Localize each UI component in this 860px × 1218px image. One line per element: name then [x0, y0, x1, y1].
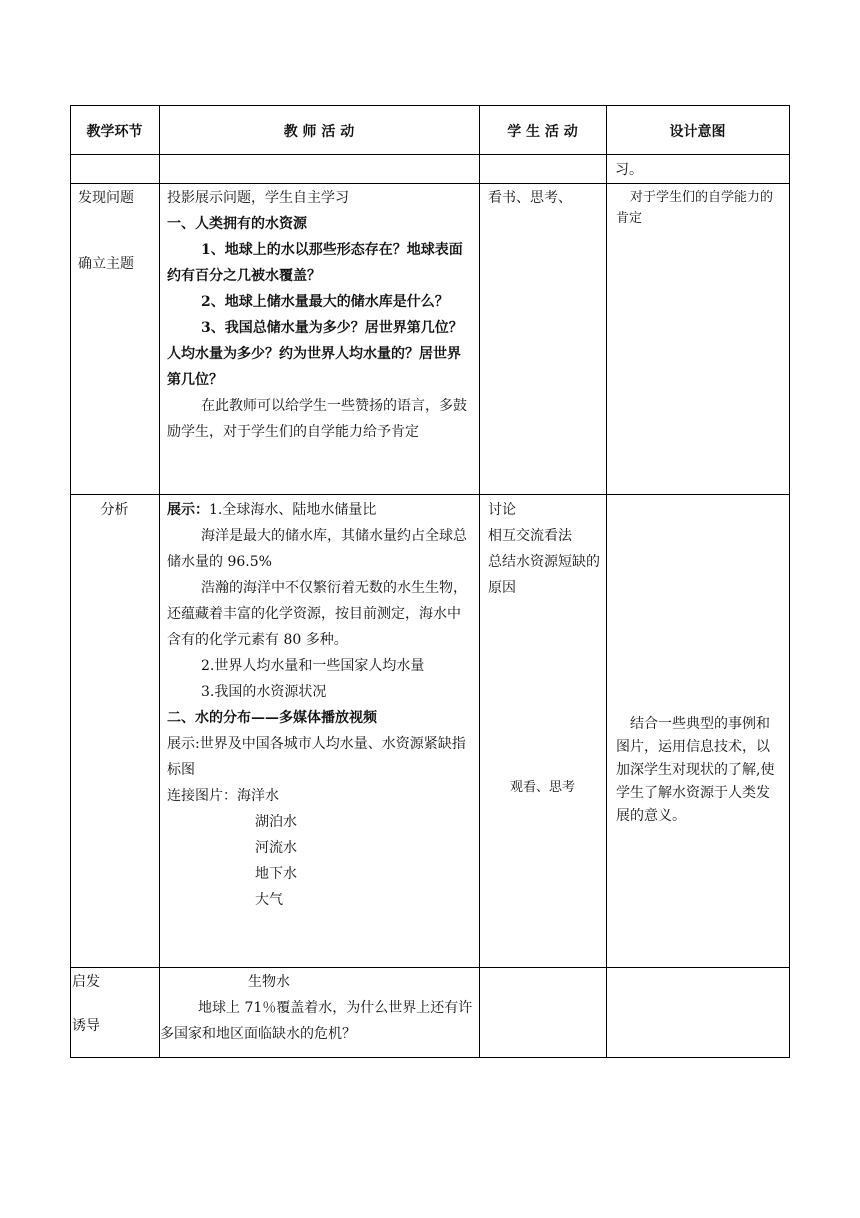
ocean-storage-text: 海洋是最大的储水库，其储水量约占全球总储水量的 96.5%	[167, 528, 467, 570]
stage-inspire: 启发	[72, 974, 100, 990]
table-bottom-border	[70, 1057, 790, 1058]
link-images-line	[167, 783, 474, 809]
per-capita-world-text: 2.世界人均水量和一些国家人均水量	[201, 658, 425, 674]
teacher-activity-discover	[167, 185, 474, 445]
section-heading-1: 一、人类拥有的水资源	[167, 216, 307, 232]
question-3: 3、我国总储水量为多少？居世界第几位？人均水量为多少？约为世界人均水量的？居世界第几位？	[167, 320, 463, 388]
teacher-activity-inspire	[160, 969, 478, 1047]
water-type-item: 生物水	[248, 974, 290, 990]
stage-confirm-topic: 确立主题	[78, 256, 134, 272]
water-type-item: 地下水	[255, 866, 297, 882]
design-intent-analysis: 结合一些典型的事例和图片，运用信息技术，以加深学生对现状的了解,使学生了解水资源于人类发展的意义。	[616, 716, 775, 824]
question-1: 1、地球上的水以那些形态存在？地球表面约有百分之几被水覆盖？	[167, 242, 463, 284]
student-discuss: 讨论	[488, 502, 516, 518]
row-divider	[70, 967, 790, 968]
teacher-note: 在此教师可以给学生一些赞扬的语言，多鼓励学生，对于学生们的自学能力给予肯定	[167, 398, 467, 440]
table-right-border	[789, 105, 790, 1058]
header-bottom-border	[70, 154, 790, 155]
water-type-item: 大气	[255, 892, 283, 908]
china-water-status-text: 3.我国的水资源状况	[201, 684, 327, 700]
header-design-intent: 设计意图	[669, 124, 726, 140]
show-line	[167, 497, 474, 523]
design-intent-discover: 对于学生们的自学能力的肯定	[616, 190, 774, 226]
header-teacher-activity: 教 师 活 动	[283, 124, 355, 140]
teacher-intro: 投影展示问题，学生自主学习	[167, 190, 349, 206]
student-summarize: 总结水资源短缺的原因	[488, 554, 600, 596]
show-text: 1.全球海水、陆地水储量比	[209, 502, 377, 518]
water-type-item: 河流水	[255, 840, 297, 856]
student-activity-discover: 看书、思考、	[488, 190, 572, 206]
column-divider	[606, 105, 607, 1058]
table-top-border	[70, 105, 790, 106]
teacher-activity-analysis	[167, 497, 474, 913]
student-watch-think: 观看、思考	[509, 780, 575, 795]
inspire-question: 地球上 71％覆盖着水，为什么世界上还有许多国家和地区面临缺水的危机？	[160, 1000, 473, 1042]
column-divider	[159, 105, 160, 1058]
column-divider	[479, 105, 480, 1058]
student-activity-analysis	[488, 497, 603, 601]
design-continuation: 习。	[615, 162, 643, 178]
link-label: 连接图片：	[167, 788, 237, 804]
stage-guide: 诱导	[72, 1018, 100, 1034]
stage-analysis: 分析	[100, 502, 129, 518]
table-left-border	[70, 105, 71, 1058]
show-label: 展示：	[167, 502, 209, 518]
stage-discover-problem: 发现问题	[78, 190, 134, 206]
lesson-plan-table	[70, 105, 790, 1058]
header-student-activity: 学 生 活 动	[507, 124, 578, 140]
water-type-item: 湖泊水	[255, 814, 297, 830]
student-exchange: 相互交流看法	[488, 528, 572, 544]
ocean-resources-text: 浩瀚的海洋中不仅繁衍着无数的水生生物，还蕴藏着丰富的化学资源，按目前测定，海水中含有的化学元素有 80 多种。	[167, 580, 467, 648]
section-heading-2: 二、水的分布——多媒体播放视频	[167, 710, 377, 726]
row-divider	[70, 494, 790, 495]
water-type-item: 海洋水	[237, 788, 279, 804]
row-divider	[70, 183, 790, 184]
header-stage: 教学环节	[86, 124, 143, 140]
question-2: 2、地球上储水量最大的储水库是什么？	[201, 294, 449, 310]
show-index-map-text: 展示:世界及中国各城市人均水量、水资源紧缺指标图	[167, 736, 466, 778]
